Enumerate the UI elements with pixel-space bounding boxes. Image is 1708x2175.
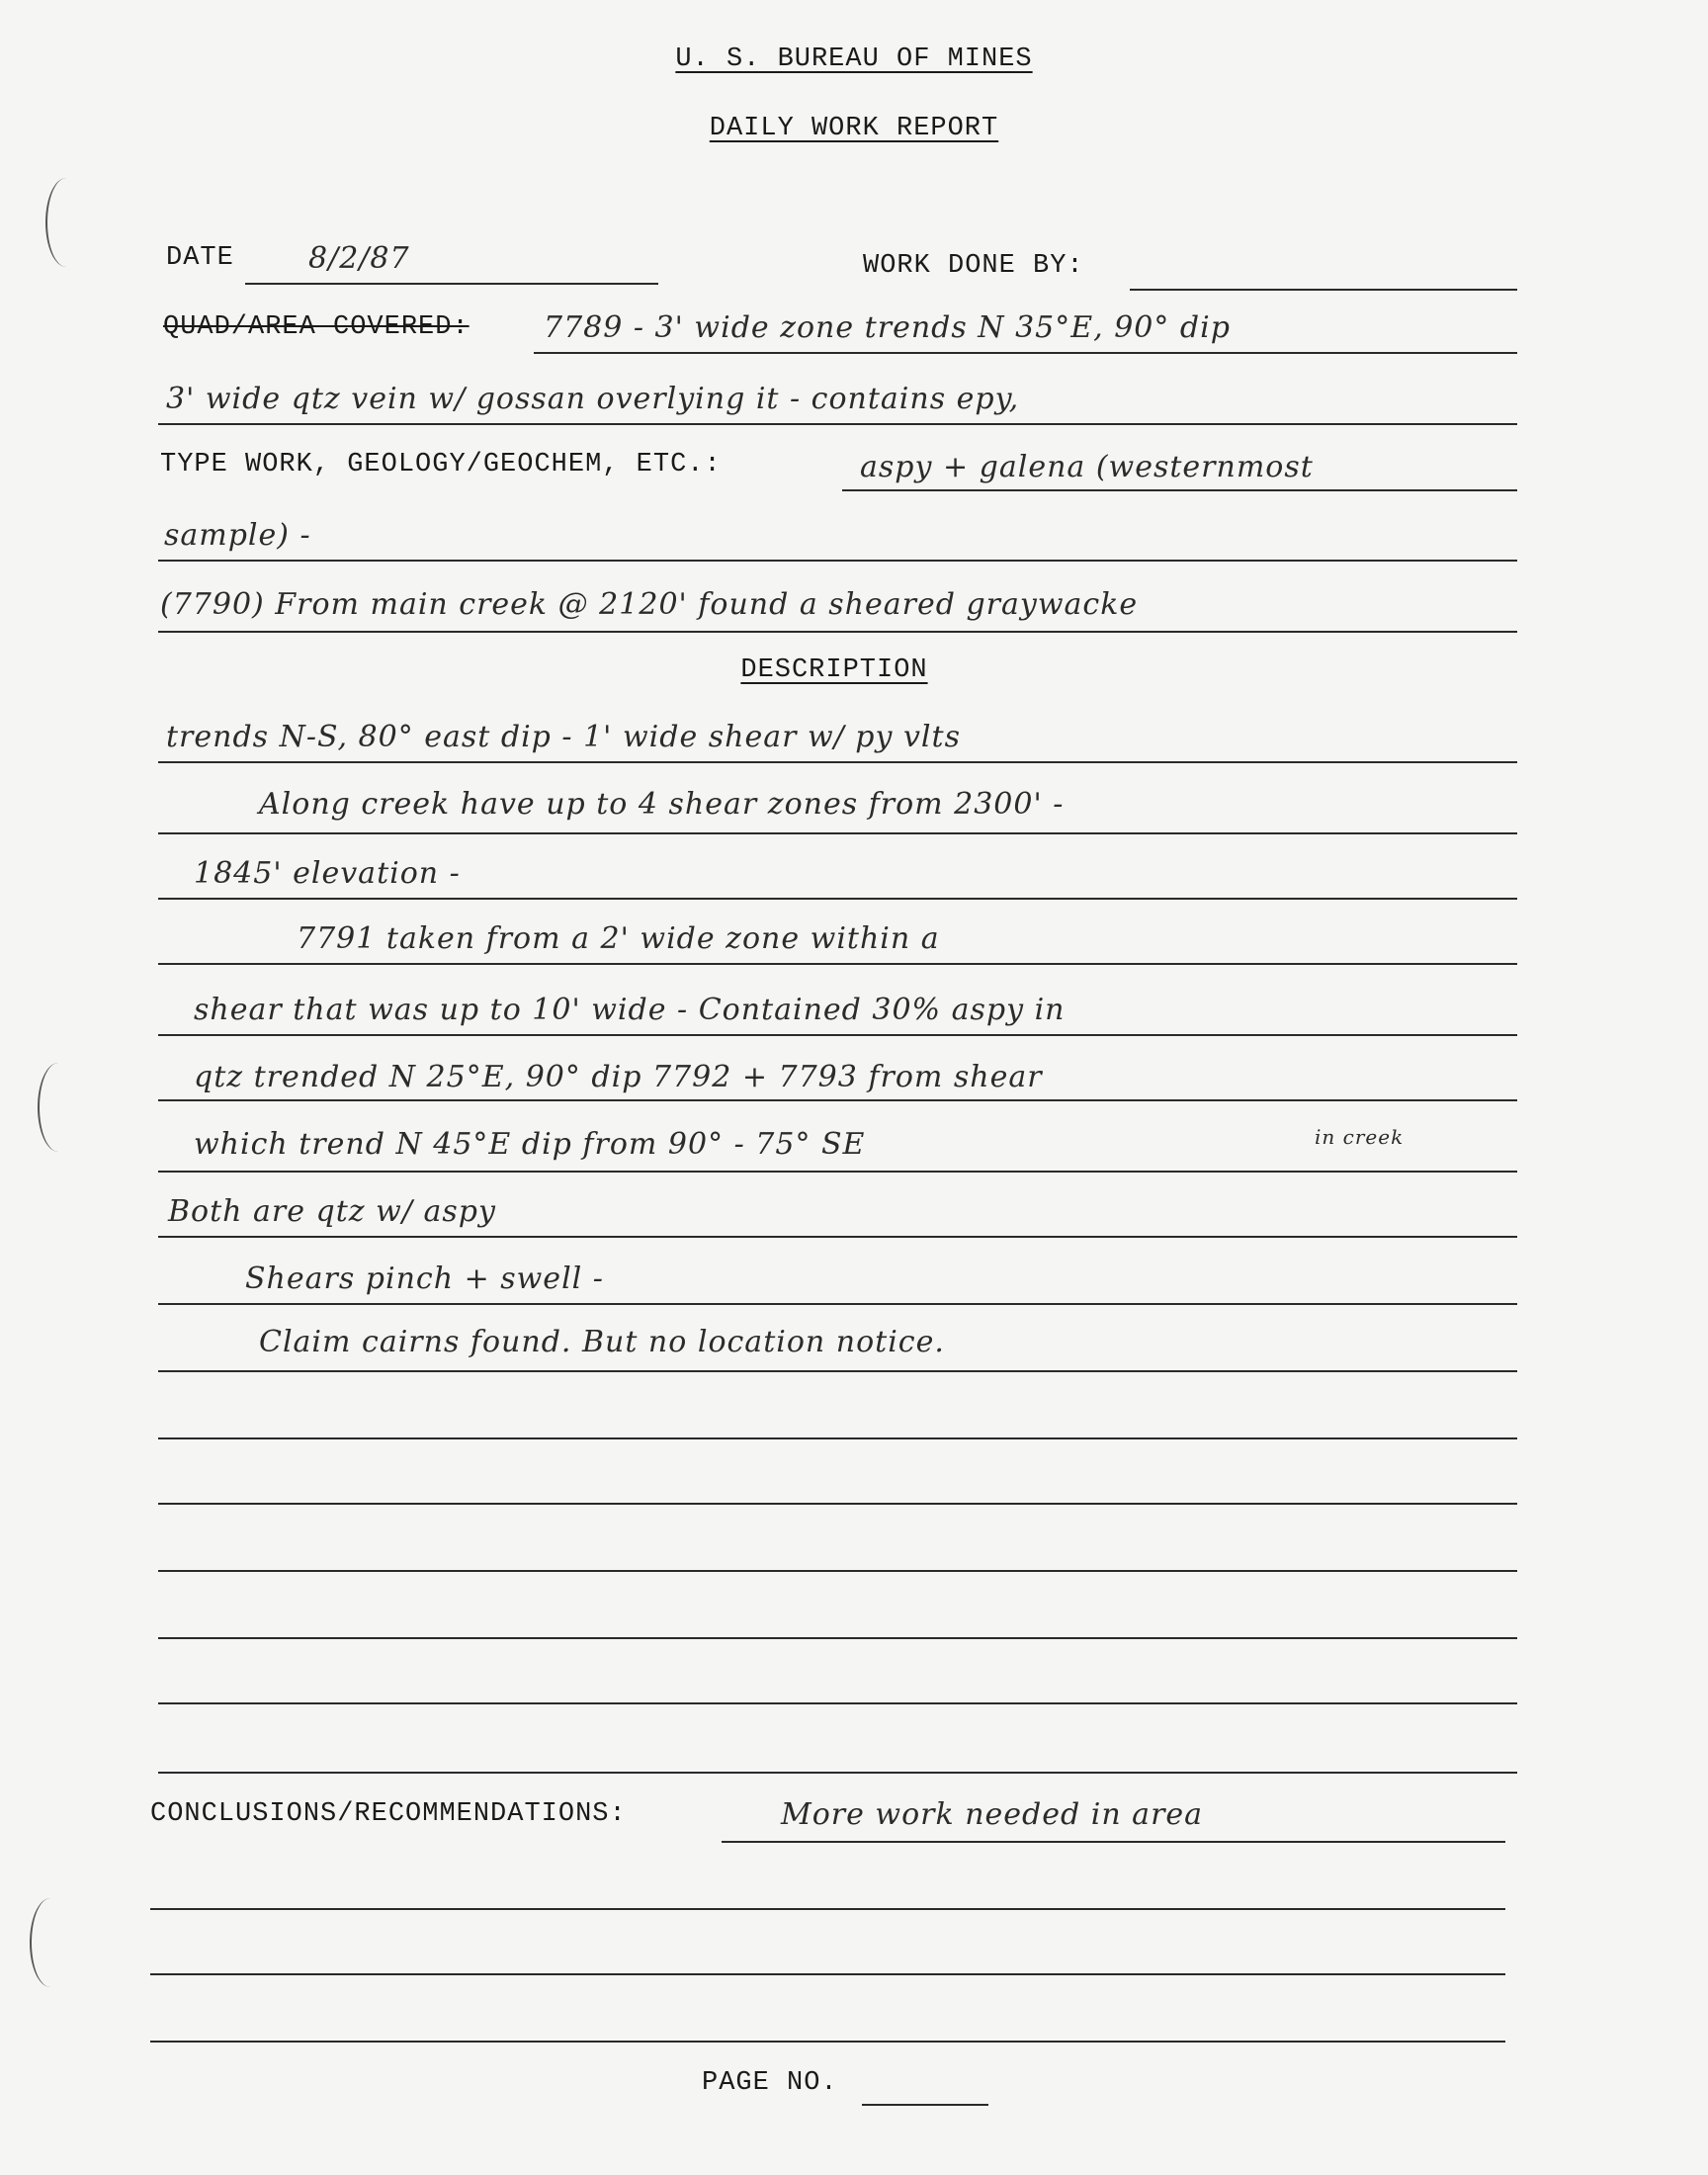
- description-line-4: [158, 963, 1517, 965]
- date-value: 8/2/87: [308, 241, 410, 276]
- description-line-12: [158, 1503, 1517, 1505]
- description-line-10: [158, 1370, 1517, 1372]
- page-no-line: [862, 2104, 988, 2106]
- description-line-8: [158, 1236, 1517, 1238]
- hw-line-4: sample) -: [164, 518, 311, 553]
- conclusions-line-1: [722, 1841, 1505, 1843]
- type-work-line-1: [842, 489, 1517, 491]
- type-work-line-2: [158, 560, 1517, 562]
- hw-line-9: 7791 taken from a 2' wide zone within a: [297, 921, 940, 956]
- description-line-2: [158, 832, 1517, 834]
- margin-mark-top: [45, 178, 87, 267]
- description-line-3: [158, 898, 1517, 900]
- description-line-5: [158, 1034, 1517, 1036]
- quad-area-line-1: [534, 352, 1517, 354]
- conclusions-label: CONCLUSIONS/RECOMMENDATIONS:: [150, 1799, 627, 1829]
- description-line-9: [158, 1303, 1517, 1305]
- description-line-13: [158, 1570, 1517, 1572]
- hw-line-12: which trend N 45°E dip from 90° - 75° SE: [194, 1127, 866, 1162]
- hw-line-14: Shears pinch + swell -: [245, 1262, 604, 1296]
- date-line: [245, 283, 658, 285]
- quad-area-label: QUAD/AREA COVERED:: [163, 312, 470, 342]
- work-done-by-line: [1130, 289, 1517, 291]
- conclusions-value: More work needed in area: [781, 1797, 1204, 1832]
- hw-line-1: 7789 - 3' wide zone trends N 35°E, 90° dip: [544, 310, 1231, 345]
- conclusions-line-4: [150, 2041, 1505, 2043]
- type-work-line-3: [158, 631, 1517, 633]
- agency-title: U. S. BUREAU OF MINES: [675, 44, 1033, 74]
- hw-line-8: 1845' elevation -: [194, 856, 461, 891]
- hw-line-13: Both are qtz w/ aspy: [168, 1194, 496, 1229]
- description-heading: DESCRIPTION: [740, 655, 928, 685]
- hw-line-6: trends N-S, 80° east dip - 1' wide shear w/ py vlts: [166, 720, 961, 754]
- work-done-by-label: WORK DONE BY:: [863, 251, 1084, 281]
- hw-line-11: qtz trended N 25°E, 90° dip 7792 + 7793 from shear: [194, 1060, 1043, 1094]
- hw-line-2: 3' wide qtz vein w/ gossan overlying it - contains epy,: [166, 382, 1020, 416]
- description-line-1: [158, 761, 1517, 763]
- description-line-15: [158, 1702, 1517, 1704]
- report-title: DAILY WORK REPORT: [709, 114, 999, 143]
- hw-line-12-note: in creek: [1315, 1125, 1405, 1149]
- description-line-14: [158, 1637, 1517, 1639]
- quad-area-line-2: [158, 423, 1517, 425]
- hw-line-3: aspy + galena (westernmost: [860, 450, 1314, 484]
- description-line-11: [158, 1437, 1517, 1439]
- page-no-label: PAGE NO.: [702, 2068, 838, 2098]
- margin-mark-middle: [38, 1063, 79, 1152]
- hw-line-15: Claim cairns found. But no location notice.: [259, 1325, 945, 1359]
- description-line-6: [158, 1099, 1517, 1101]
- type-work-label: TYPE WORK, GEOLOGY/GEOCHEM, ETC.:: [160, 450, 722, 479]
- hw-line-10: shear that was up to 10' wide - Contained 30% aspy in: [194, 993, 1066, 1027]
- date-label: DATE: [166, 243, 234, 273]
- description-line-7: [158, 1171, 1517, 1173]
- margin-mark-bottom: [30, 1898, 71, 1987]
- description-line-16: [158, 1772, 1517, 1774]
- conclusions-line-3: [150, 1973, 1505, 1975]
- hw-line-5: (7790) From main creek @ 2120' found a sheared graywacke: [160, 587, 1139, 622]
- conclusions-line-2: [150, 1908, 1505, 1910]
- hw-line-7: Along creek have up to 4 shear zones from 2300' -: [259, 787, 1065, 822]
